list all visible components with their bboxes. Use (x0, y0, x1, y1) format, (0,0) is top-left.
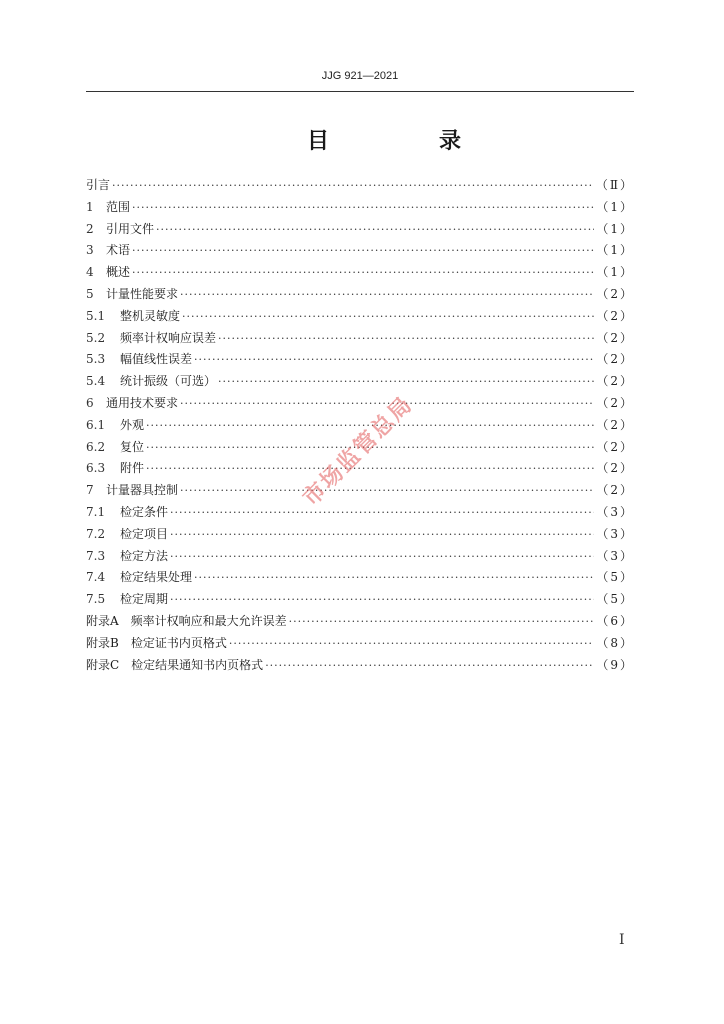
toc-entry-title: 检定项目 (120, 526, 169, 541)
toc-entry-title: 范围 (106, 199, 131, 214)
toc-leader-dots (132, 201, 594, 214)
page-title: 目 录 (306, 129, 505, 154)
toc-entry-page: （8） (596, 635, 634, 650)
toc-leader-dots (182, 310, 594, 323)
toc-entry-title: 整机灵敏度 (120, 308, 181, 323)
toc-entry-number: 7.4 (86, 570, 106, 585)
toc-entry[interactable] (86, 590, 634, 612)
toc-entry-page: （Ⅱ） (595, 178, 634, 192)
toc-entry-page: （5） (596, 570, 634, 585)
toc-leader-dots (132, 244, 594, 257)
toc-entry-title: 检定条件 (120, 504, 169, 519)
toc-entry[interactable] (86, 568, 634, 590)
header-rule (86, 91, 634, 92)
toc-entry-title: 引用文件 (106, 221, 155, 236)
toc-entry-page: （1） (596, 199, 634, 214)
toc-entry-number: 5.3 (86, 352, 106, 367)
watermark: 市场监管总局 (298, 391, 419, 512)
toc-entry[interactable] (86, 481, 634, 503)
toc-entry-page: （9） (596, 657, 634, 672)
toc-entry[interactable] (86, 350, 634, 372)
toc-leader-dots (170, 506, 594, 519)
toc-leader-dots (218, 375, 594, 388)
toc-entry[interactable] (86, 198, 634, 220)
toc-entry-page: （2） (596, 461, 634, 476)
toc-entry[interactable] (86, 307, 634, 329)
toc-leader-dots (180, 484, 594, 497)
toc-entry-number: 7.5 (86, 592, 106, 607)
toc-leader-dots (265, 659, 594, 672)
toc-entry[interactable] (86, 220, 634, 242)
toc-entry-number: 5.2 (86, 330, 106, 345)
toc-entry-page: （2） (596, 483, 634, 498)
toc-entry-number: 7.3 (86, 548, 106, 563)
toc-entry-title: 附录B 检定证书内页格式 (86, 635, 227, 650)
toc-entry-number: 6.2 (86, 439, 106, 454)
toc-entry[interactable] (86, 547, 634, 569)
toc-entry-title: 外观 (120, 417, 145, 432)
toc-leader-dots (218, 332, 594, 345)
toc-leader-dots (112, 179, 594, 192)
toc-leader-dots (194, 571, 594, 584)
toc-entry[interactable] (86, 372, 634, 394)
toc-entry-page: （2） (596, 286, 634, 301)
toc-entry-number: 7 (86, 483, 94, 498)
toc-entry[interactable] (86, 176, 634, 198)
toc-entry-page: （6） (596, 613, 634, 628)
toc-entry-title: 附录C 检定结果通知书内页格式 (86, 657, 264, 672)
page-number: I (619, 932, 625, 948)
toc-entry[interactable] (86, 329, 634, 351)
toc-entry-title: 检定结果处理 (120, 570, 193, 585)
toc-entry-number: 7.2 (86, 526, 106, 541)
toc-leader-dots (194, 353, 594, 366)
toc-leader-dots (170, 528, 594, 541)
toc-entry-page: （2） (596, 439, 634, 454)
toc-entry-page: （2） (596, 417, 634, 432)
toc-entry[interactable] (86, 263, 634, 285)
toc-leader-dots (180, 288, 594, 301)
toc-entry-title: 术语 (106, 243, 131, 258)
toc-entry-page: （5） (596, 592, 634, 607)
toc-entry-page: （3） (596, 504, 634, 519)
toc-entry-number: 1 (86, 199, 94, 214)
toc-leader-dots (170, 593, 594, 606)
toc-entry-title: 引言 (86, 178, 111, 192)
toc-entry-number: 5.4 (86, 374, 106, 389)
toc-entry-number: 3 (86, 243, 94, 258)
toc-entry-title: 幅值线性误差 (120, 352, 193, 367)
toc-leader-dots (146, 462, 594, 475)
toc-entry-page: （2） (596, 330, 634, 345)
toc-entry[interactable] (86, 656, 634, 678)
toc-entry[interactable] (86, 285, 634, 307)
toc-leader-dots (229, 637, 595, 650)
toc-entry[interactable] (86, 503, 634, 525)
toc-entry-title: 附件 (120, 461, 145, 476)
toc-entry-title: 通用技术要求 (106, 395, 179, 410)
toc-entry-title: 计量性能要求 (106, 286, 179, 301)
toc-entry-page: （1） (596, 243, 634, 258)
toc-entry-page: （1） (596, 265, 634, 280)
toc-entry[interactable] (86, 525, 634, 547)
toc-entry-title: 检定周期 (120, 592, 169, 607)
toc-entry-title: 附录A 频率计权响应和最大允许误差 (86, 613, 287, 628)
toc-entry-number: 5.1 (86, 308, 106, 323)
toc-leader-dots (170, 550, 594, 563)
toc-leader-dots (156, 223, 594, 236)
toc-entry[interactable] (86, 394, 634, 416)
toc-entry-number: 5 (86, 286, 94, 301)
toc-entry-title: 概述 (106, 265, 131, 280)
toc-entry-page: （2） (596, 308, 634, 323)
toc-entry-title: 统计振级（可选） (120, 374, 217, 389)
toc-entry[interactable] (86, 634, 634, 656)
toc-leader-dots (289, 615, 595, 628)
toc-entry-number: 6.1 (86, 417, 106, 432)
toc-leader-dots (132, 266, 594, 279)
toc-entry-page: （2） (596, 374, 634, 389)
toc-entry[interactable] (86, 612, 634, 634)
toc-entry-page: （2） (596, 352, 634, 367)
toc-entry-page: （3） (596, 548, 634, 563)
document-code-header: JJG 921—2021 (321, 70, 399, 82)
toc-entry-number: 2 (86, 221, 94, 236)
toc-entry-title: 计量器具控制 (106, 483, 179, 498)
toc-entry-title: 检定方法 (120, 548, 169, 563)
toc-entry-title: 频率计权响应误差 (120, 330, 217, 345)
toc-entry-number: 6 (86, 395, 94, 410)
toc-entry-number: 6.3 (86, 461, 106, 476)
toc-entry-number: 7.1 (86, 504, 106, 519)
toc-entry-page: （2） (596, 395, 634, 410)
toc-entry-title: 复位 (120, 439, 145, 454)
toc-entry-page: （3） (596, 526, 634, 541)
toc-entry-page: （1） (596, 221, 634, 236)
toc-entry[interactable] (86, 241, 634, 263)
toc-entry-number: 4 (86, 265, 94, 280)
